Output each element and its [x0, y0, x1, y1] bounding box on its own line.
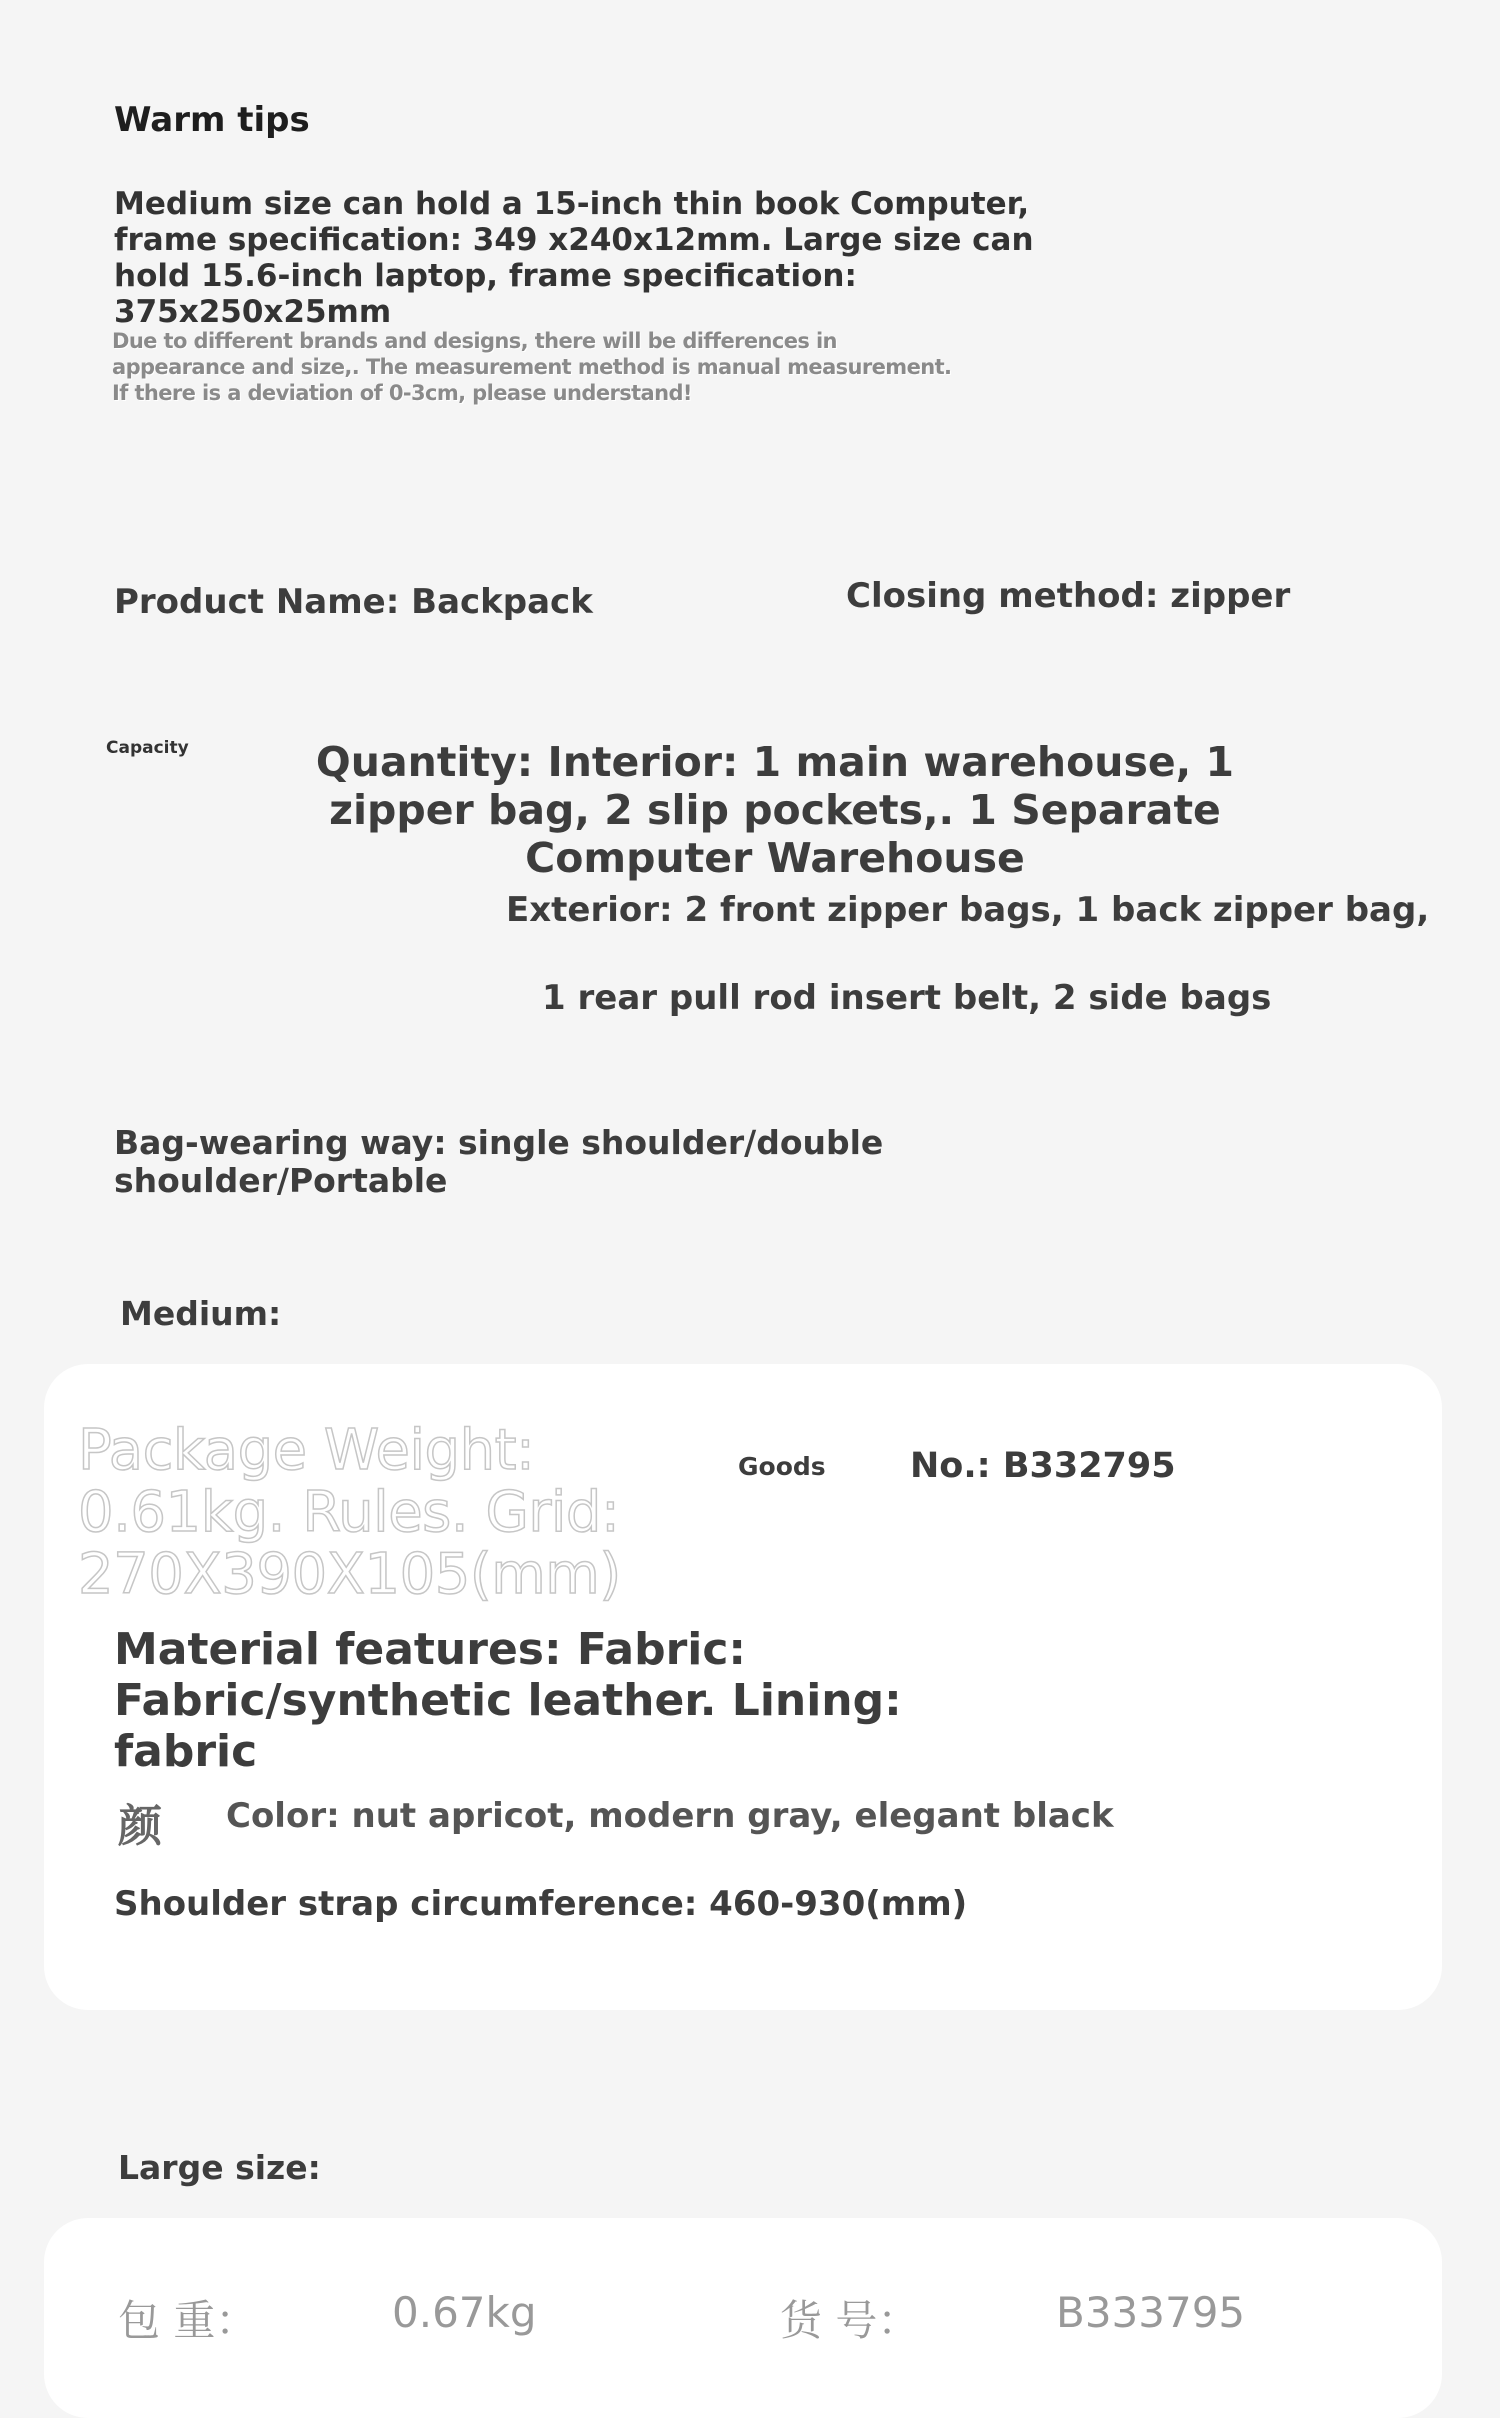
large-section-title: Large size: — [118, 2148, 321, 2187]
warm-tips-title: Warm tips — [114, 100, 310, 140]
medium-package-weight: Package Weight: 0.61kg. Rules. Grid: 270X390X105(mm) — [78, 1418, 621, 1607]
product-name: Product Name: Backpack — [114, 582, 593, 622]
large-weight-label: 包 重： — [118, 2296, 258, 2345]
medium-color: Color: nut apricot, modern gray, elegant black — [226, 1796, 1114, 1836]
large-goods-number-label: 货 号： — [780, 2296, 920, 2345]
warm-tips-note: Due to different brands and designs, there will be differences in appearance and size,. The measurement method is manual measurement. If there is a deviation of 0-3cm, please understand! — [112, 329, 952, 405]
medium-strap-circumference: Shoulder strap circumference: 460-930(mm) — [114, 1884, 968, 1924]
quantity-interior: Quantity: Interior: 1 main warehouse, 1 zipper bag, 2 slip pockets,. 1 Separate Computer Warehouse — [315, 738, 1235, 882]
bag-wearing-way: Bag-wearing way: single shoulder/double shoulder/Portable — [114, 1123, 884, 1200]
exterior-line-2: 1 rear pull rod insert belt, 2 side bags — [542, 978, 1272, 1018]
large-goods-number-value: B333795 — [1056, 2288, 1246, 2337]
warm-tips-body: Medium size can hold a 15-inch thin book Computer, frame specification: 349 x240x12mm. Large size can hold 15.6-inch laptop, frame specification: 375x250x25mm — [114, 186, 1034, 330]
medium-goods-label: Goods — [738, 1452, 826, 1481]
medium-color-char: 颜 — [118, 1801, 162, 1852]
capacity-label: Capacity — [106, 738, 189, 758]
closing-method: Closing method: zipper — [846, 576, 1291, 616]
large-weight-value: 0.67kg — [392, 2288, 537, 2337]
exterior-line-1: Exterior: 2 front zipper bags, 1 back zipper bag, — [506, 890, 1430, 930]
medium-material: Material features: Fabric: Fabric/synthetic leather. Lining: fabric — [114, 1624, 902, 1777]
medium-goods-number: No.: B332795 — [910, 1446, 1176, 1486]
medium-section-title: Medium: — [120, 1294, 282, 1333]
